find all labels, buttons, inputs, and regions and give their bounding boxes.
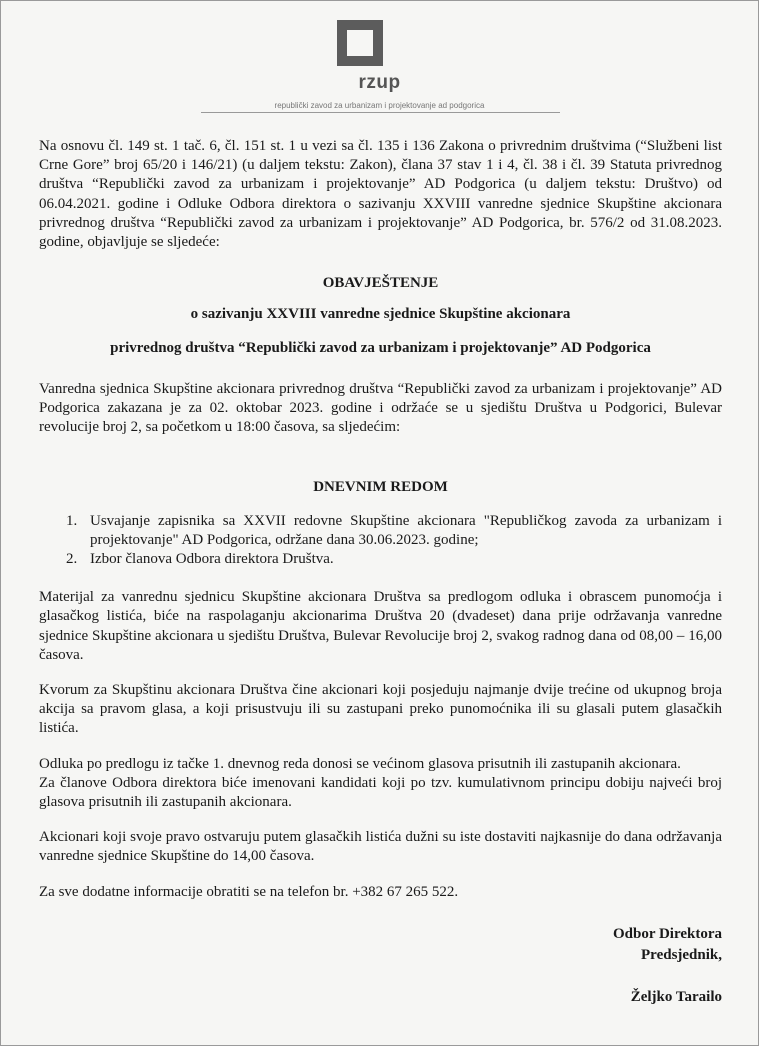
agenda-item (39, 512, 722, 550)
signature-role: Predsjednik, (641, 947, 722, 964)
agenda-item-number: 1. (66, 512, 78, 529)
agenda-item (39, 550, 722, 569)
quorum-paragraph: Kvorum za Skupštinu akcionara Društva čine akcionari koji posjeduju najmanje dvije trećine od ukupnog broja akcija sa pravom glasa, a koji prisustvuju ili su zastupani preko punomoćnika ili su glasali putem glasačkih listića. (39, 682, 722, 737)
notice-subtitle-1: o sazivanju XXVIII vanredne sjednice Skupštine akcionara (190, 306, 571, 323)
agenda-item-number: 2. (66, 551, 78, 568)
notice-title: OBAVJEŠTENJE (322, 275, 439, 292)
agenda-item-text: Usvajanje zapisnika sa XXVII redovne Skupštine akcionara "Republičkog zavoda za urbanizam i projektovanje" AD Podgorica, održane dana 30.06.2023. godine; (90, 512, 722, 548)
agenda-title: DNEVNIM REDOM (313, 479, 448, 496)
decision-paragraph: Odluka po predlogu iz tačke 1. dnevnog reda donosi se većinom glasova prisutnih ili zastupanih akcionara. (39, 755, 681, 772)
signature-body: Odbor Direktora (612, 925, 722, 942)
intro-paragraph: Na osnovu čl. 149 st. 1 tač. 6, čl. 151 st. 1 u vezi sa čl. 135 i 136 Zakona o privrednim društvima (“Službeni list Crne Gore” broj 65/20 i 146/21) (u daljem tekstu: Zakon), člana 37 stav 1 i 4, čl. 38 i čl. 39 Statuta privrednog društva “Republički zavod za urbanizam i projektovanje” AD Podgorica (u daljem tekstu: Društvo) od 06.04.2021. godine i Odluke Odbora direktora o sazivanju XXVIII vanredne sjednice Skupštine akcionara privrednog društva “Republički zavod za urbanizam i projektovanje” AD Podgorica, br. 576/2 od 31.08.2023. godine, objavljuje se sljedeće: (39, 138, 722, 251)
signature-name: Željko Tarailo (630, 989, 722, 1006)
rzup-logo-icon (337, 20, 383, 66)
logo-subtitle: republički zavod za urbanizam i projektovanje ad podgorica (274, 101, 485, 110)
agenda-list (39, 512, 722, 570)
announcement-paragraph: Vanredna sjednica Skupštine akcionara privrednog društva “Republički zavod za urbanizam i projektovanje” AD Podgorica zakazana je za 02. oktobar 2023. godine i održaće se u sjedištu Društva u Podgorici, Bulevar revolucije broj 2, sa početkom u 18:00 časova, sa sljedećim: (39, 380, 722, 436)
contact-paragraph: Za sve dodatne informacije obratiti se na telefon br. +382 67 265 522. (39, 883, 459, 900)
document-body (39, 137, 722, 1008)
agenda-item-text: Izbor članova Odbora direktora Društva. (90, 551, 334, 568)
materials-paragraph: Materijal za vanrednu sjednicu Skupštine akcionara Društva sa predlogom odluka i obrascem punomoćja i glasačkog listića, biće na raspolaganju akcionarima Društva 20 (dvadeset) dana prije održavanja vanredne sjednice Skupštine akcionara u sjedištu Društva, Bulevar Revolucije broj 2, svakog radnog dana od 08,00 – 16,00 časova. (39, 589, 722, 663)
notice-subtitle-2: privrednog društva “Republički zavod za urbanizam i projektovanje” AD Podgorica (110, 339, 651, 356)
board-election-paragraph: Za članove Odbora direktora biće imenovani kandidati koji po tzv. kumulativnom principu dobiju najveći broj glasova prisutnih ili zastupanih akcionara. (39, 774, 722, 811)
header-divider (201, 112, 560, 113)
ballots-paragraph: Akcionari koji svoje pravo ostvaruju putem glasačkih listića dužni su iste dostaviti najkasnije do dana održavanja vanredne sjednice Skupštine do 14,00 časova. (39, 829, 722, 865)
logo-text: rzup (358, 72, 401, 93)
